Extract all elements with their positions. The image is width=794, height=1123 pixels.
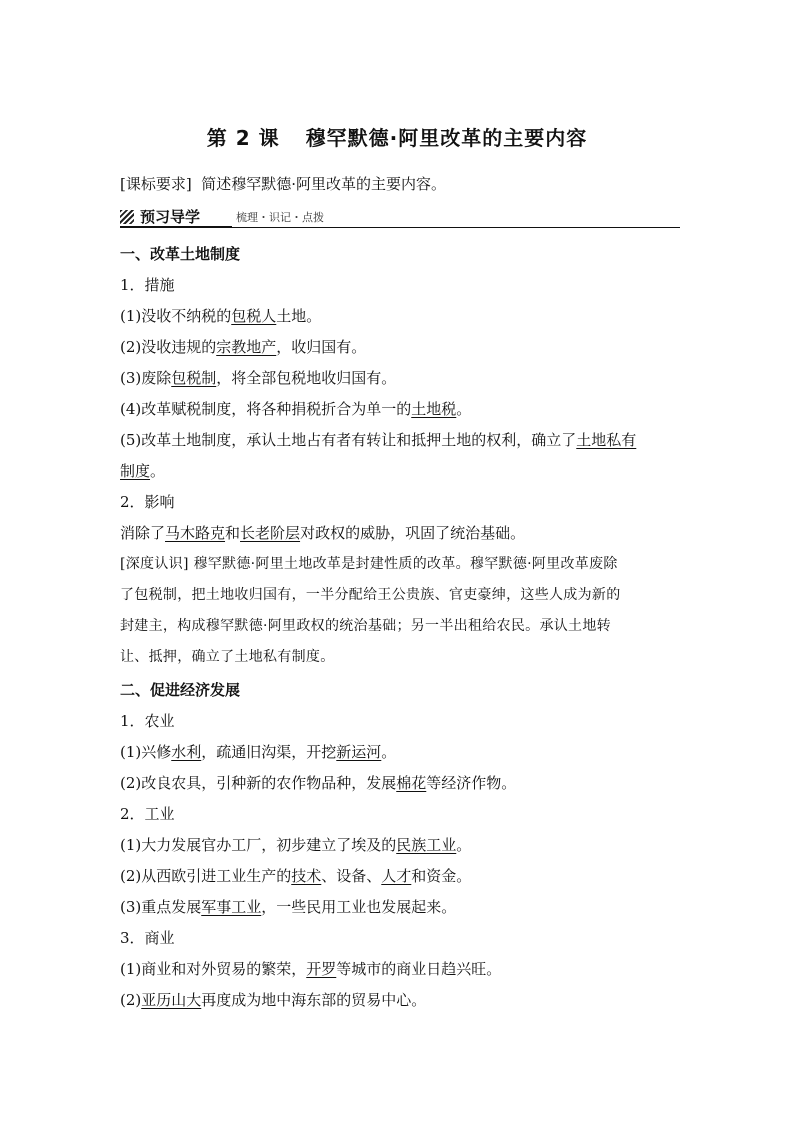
subheading-industry: 2．工业 <box>120 805 175 823</box>
requirement-tag: [课标要求] <box>120 175 192 193</box>
subheading-commerce: 3．商业 <box>120 929 175 947</box>
curriculum-requirement <box>120 174 446 194</box>
banner-rule-thick <box>120 226 232 228</box>
lesson-number: 第 2 课 <box>206 126 280 150</box>
keyword: 人才 <box>381 867 412 885</box>
agriculture-item-2: (2)改良农具，引种新的农作物品种，发展棉花等经济作物。 <box>120 774 517 792</box>
industry-item-3: (3)重点发展军事工业，一些民用工业也发展起来。 <box>120 898 457 916</box>
section-heading-land: 一、改革土地制度 <box>120 245 241 263</box>
requirement-text: 简述穆罕默德·阿里改革的主要内容。 <box>201 175 447 193</box>
page-title <box>0 122 794 151</box>
industry-item-2: (2)从西欧引进工业生产的技术、设备、人才和资金。 <box>120 867 472 885</box>
section-heading-economy: 二、促进经济发展 <box>120 681 241 699</box>
banner-subtitle: 梳理・识记・点拨 <box>236 211 324 224</box>
keyword: 马木路克 <box>165 524 226 542</box>
keyword: 开罗 <box>306 960 337 978</box>
deep-insight-line-3: 封建主，构成穆罕默德·阿里政权的统治基础；另一半出租给农民。承认土地转 <box>120 618 611 634</box>
measure-item-1: (1)没收不纳税的包税人土地。 <box>120 307 322 325</box>
measure-item-4: (4)改革赋税制度，将各种捐税折合为单一的土地税。 <box>120 400 472 418</box>
keyword: 水利 <box>171 743 202 761</box>
banner-label: 预习导学 <box>140 208 201 226</box>
measure-item-2: (2)没收违规的宗教地产，收归国有。 <box>120 338 367 356</box>
keyword: 土地税 <box>411 400 457 418</box>
banner-rule-thin <box>232 227 680 228</box>
deep-insight-line-2: 了包税制，把土地收归国有，一半分配给王公贵族、官吏豪绅，这些人成为新的 <box>120 587 621 603</box>
keyword: 军事工业 <box>201 898 262 916</box>
deep-insight-line-1: [深度认识] 穆罕默德·阿里土地改革是封建性质的改革。穆罕默德·阿里改革废除 <box>120 556 618 572</box>
keyword: 棉花 <box>396 774 427 792</box>
keyword: 土地私有 <box>576 431 637 449</box>
subheading-measures: 1．措施 <box>120 276 175 294</box>
subheading-impact: 2．影响 <box>120 493 175 511</box>
keyword: 包税制 <box>171 369 217 387</box>
keyword: 新运河 <box>336 743 382 761</box>
keyword: 包税人 <box>231 307 277 325</box>
keyword: 宗教地产 <box>216 338 277 356</box>
measure-item-5-cont: 制度。 <box>120 462 166 480</box>
subheading-agriculture: 1．农业 <box>120 712 175 730</box>
deep-insight-line-4: 让、抵押，确立了土地私有制度。 <box>120 649 335 665</box>
keyword: 长老阶层 <box>240 524 301 542</box>
section-banner <box>120 206 680 228</box>
commerce-item-2: (2)亚历山大再度成为地中海东部的贸易中心。 <box>120 991 427 1009</box>
agriculture-item-1: (1)兴修水利，疏通旧沟渠，开挖新运河。 <box>120 743 397 761</box>
lesson-name: 穆罕默德·阿里改革的主要内容 <box>305 126 588 150</box>
banner-stripe-icon <box>120 210 134 224</box>
keyword: 亚历山大 <box>141 991 202 1009</box>
commerce-item-1: (1)商业和对外贸易的繁荣，开罗等城市的商业日趋兴旺。 <box>120 960 502 978</box>
industry-item-1: (1)大力发展官办工厂，初步建立了埃及的民族工业。 <box>120 836 472 854</box>
measure-item-3: (3)废除包税制，将全部包税地收归国有。 <box>120 369 397 387</box>
measure-item-5: (5)改革土地制度，承认土地占有者有转让和抵押土地的权利，确立了土地私有 <box>120 431 637 449</box>
impact-text: 消除了马木路克和长老阶层对政权的威胁，巩固了统治基础。 <box>120 524 526 542</box>
keyword: 民族工业 <box>396 836 457 854</box>
keyword: 制度 <box>120 462 151 480</box>
keyword: 技术 <box>291 867 322 885</box>
